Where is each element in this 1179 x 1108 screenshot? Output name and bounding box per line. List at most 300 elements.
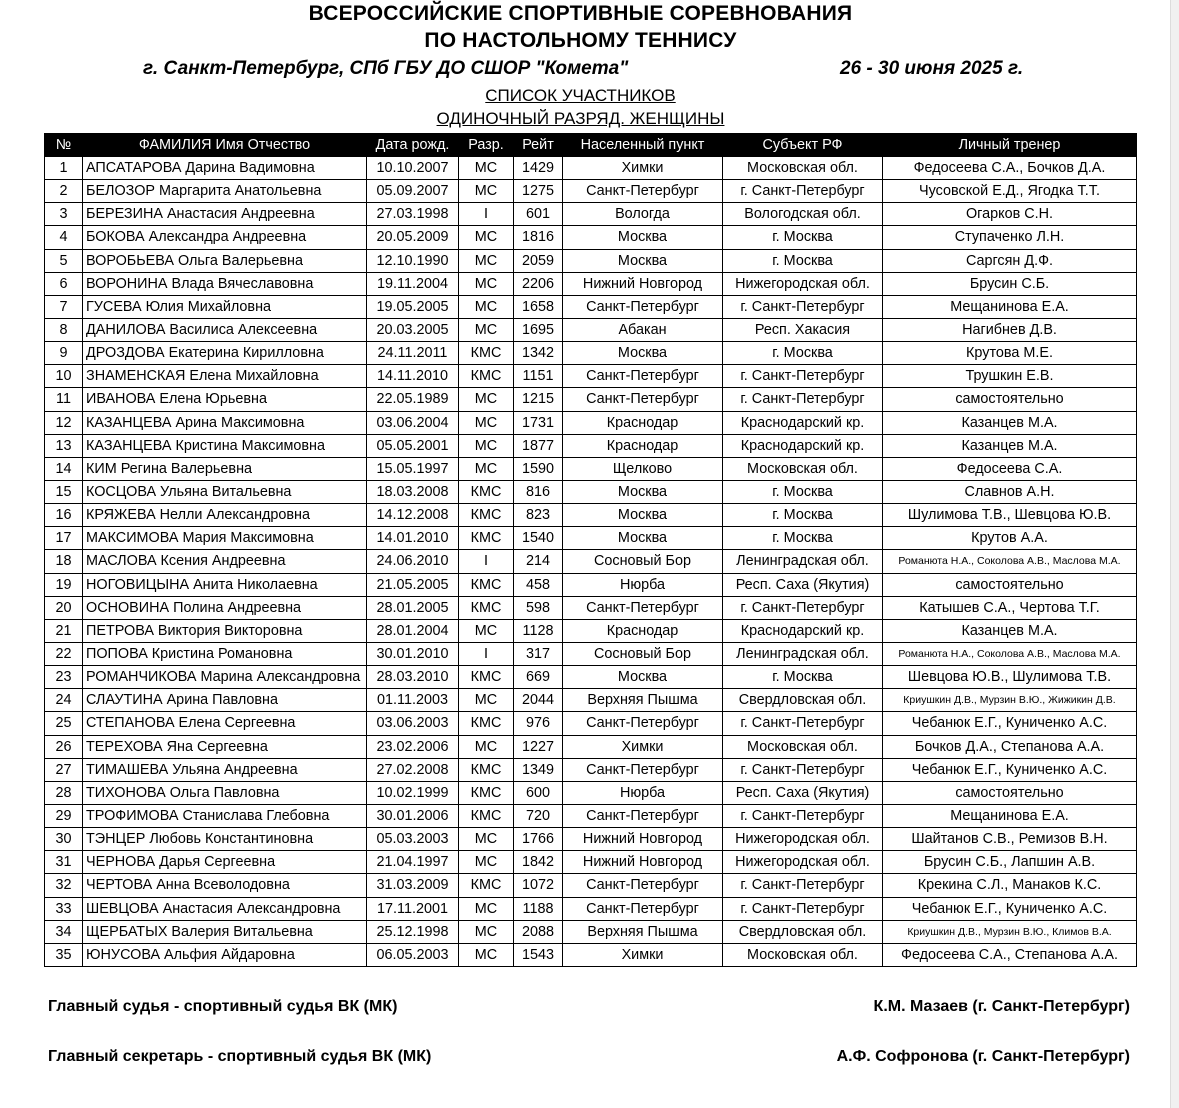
cell-rank: КМС [459,480,514,503]
column-header: Субъект РФ [723,134,883,157]
cell-name: ЧЕРТОВА Анна Всеволодовна [83,874,367,897]
cell-region: Краснодарский кр. [723,411,883,434]
cell-city: Санкт-Петербург [563,596,723,619]
cell-number: 20 [45,596,83,619]
table-row [45,851,1137,874]
cell-coach: Чусовской Е.Д., Ягодка Т.Т. [883,180,1137,203]
cell-coach: Мещанинова Е.А. [883,295,1137,318]
cell-number: 27 [45,758,83,781]
table-row [45,480,1137,503]
cell-birthdate: 24.06.2010 [367,550,459,573]
cell-birthdate: 19.05.2005 [367,295,459,318]
cell-rating: 1349 [514,758,563,781]
cell-number: 25 [45,712,83,735]
cell-region: г. Москва [723,480,883,503]
table-row [45,550,1137,573]
table-row [45,804,1137,827]
column-header: Разр. [459,134,514,157]
cell-region: Московская обл. [723,943,883,966]
cell-coach: Славнов А.Н. [883,480,1137,503]
cell-rank: КМС [459,804,514,827]
cell-city: Химки [563,735,723,758]
cell-number: 17 [45,527,83,550]
cell-rating: 2206 [514,272,563,295]
table-row [45,573,1137,596]
cell-rank: МС [459,226,514,249]
cell-city: Нюрба [563,781,723,804]
column-header: ФАМИЛИЯ Имя Отчество [83,134,367,157]
cell-city: Абакан [563,318,723,341]
cell-rank: КМС [459,527,514,550]
cell-coach: Криушкин Д.В., Мурзин В.Ю., Климов В.А. [883,920,1137,943]
cell-rank: МС [459,851,514,874]
cell-city: Москва [563,249,723,272]
cell-rating: 1227 [514,735,563,758]
cell-birthdate: 21.05.2005 [367,573,459,596]
cell-city: Москва [563,527,723,550]
cell-number: 23 [45,666,83,689]
cell-region: г. Москва [723,527,883,550]
cell-city: Нижний Новгород [563,272,723,295]
cell-number: 11 [45,388,83,411]
cell-coach: Бочков Д.А., Степанова А.А. [883,735,1137,758]
cell-region: Свердловская обл. [723,920,883,943]
cell-coach: Шевцова Ю.В., Шулимова Т.В. [883,666,1137,689]
title-line-2: ПО НАСТОЛЬНОМУ ТЕННИСУ [424,29,737,52]
cell-coach: Огарков С.Н. [883,203,1137,226]
cell-number: 29 [45,804,83,827]
cell-name: ИВАНОВА Елена Юрьевна [83,388,367,411]
cell-name: ДАНИЛОВА Василиса Алексеевна [83,318,367,341]
cell-city: Москва [563,226,723,249]
cell-region: г. Санкт-Петербург [723,180,883,203]
cell-name: ТЕРЕХОВА Яна Сергеевна [83,735,367,758]
cell-rating: 1072 [514,874,563,897]
cell-coach: Ступаченко Л.Н. [883,226,1137,249]
cell-name: БЕЛОЗОР Маргарита Анатольевна [83,180,367,203]
cell-city: Москва [563,480,723,503]
cell-city: Сосновый Бор [563,550,723,573]
cell-number: 21 [45,619,83,642]
cell-birthdate: 20.05.2009 [367,226,459,249]
cell-city: Химки [563,943,723,966]
cell-rank: МС [459,157,514,180]
cell-city: Санкт-Петербург [563,758,723,781]
cell-city: Вологда [563,203,723,226]
cell-name: ТИМАШЕВА Ульяна Андреевна [83,758,367,781]
cell-name: КИМ Регина Валерьевна [83,457,367,480]
cell-coach: Романюта Н.А., Соколова А.В., Маслова М.А. [883,550,1137,573]
cell-rank: МС [459,619,514,642]
cell-birthdate: 14.11.2010 [367,365,459,388]
cell-rating: 598 [514,596,563,619]
table-row [45,874,1137,897]
cell-region: г. Москва [723,226,883,249]
cell-rating: 1128 [514,619,563,642]
cell-birthdate: 14.12.2008 [367,504,459,527]
table-row [45,318,1137,341]
cell-coach: Нагибнев Д.В. [883,318,1137,341]
cell-rating: 1590 [514,457,563,480]
table-row [45,689,1137,712]
table-row [45,596,1137,619]
table-row [45,642,1137,665]
cell-name: ВОРОБЬЕВА Ольга Валерьевна [83,249,367,272]
cell-name: КАЗАНЦЕВА Кристина Максимовна [83,434,367,457]
cell-name: МАСЛОВА Ксения Андреевна [83,550,367,573]
cell-rank: МС [459,318,514,341]
cell-rank: МС [459,457,514,480]
cell-rating: 1543 [514,943,563,966]
cell-city: Санкт-Петербург [563,295,723,318]
cell-name: КАЗАНЦЕВА Арина Максимовна [83,411,367,434]
table-row [45,411,1137,434]
cell-rating: 1766 [514,828,563,851]
cell-number: 1 [45,157,83,180]
cell-rating: 816 [514,480,563,503]
cell-region: г. Санкт-Петербург [723,295,883,318]
cell-name: РОМАНЧИКОВА Марина Александровна [83,666,367,689]
cell-number: 5 [45,249,83,272]
table-row [45,434,1137,457]
cell-coach: Крутова М.Е. [883,342,1137,365]
cell-city: Щелково [563,457,723,480]
cell-number: 28 [45,781,83,804]
cell-rank: МС [459,920,514,943]
cell-rank: МС [459,272,514,295]
cell-name: ЗНАМЕНСКАЯ Елена Михайловна [83,365,367,388]
cell-name: ОСНОВИНА Полина Андреевна [83,596,367,619]
cell-city: Москва [563,504,723,527]
cell-coach: Казанцев М.А. [883,619,1137,642]
cell-region: Московская обл. [723,157,883,180]
cell-coach: Федосеева С.А., Бочков Д.А. [883,157,1137,180]
cell-rank: МС [459,943,514,966]
cell-rank: КМС [459,342,514,365]
cell-number: 15 [45,480,83,503]
table-row [45,226,1137,249]
cell-rank: КМС [459,573,514,596]
cell-rank: КМС [459,666,514,689]
cell-birthdate: 05.03.2003 [367,828,459,851]
cell-rank: КМС [459,365,514,388]
cell-city: Верхняя Пышма [563,920,723,943]
cell-city: Москва [563,666,723,689]
cell-rating: 1816 [514,226,563,249]
cell-region: г. Москва [723,666,883,689]
cell-name: БОКОВА Александра Андреевна [83,226,367,249]
table-row [45,781,1137,804]
cell-number: 6 [45,272,83,295]
cell-region: Свердловская обл. [723,689,883,712]
cell-name: ЩЕРБАТЫХ Валерия Витальевна [83,920,367,943]
cell-rating: 1658 [514,295,563,318]
cell-number: 19 [45,573,83,596]
cell-rating: 1540 [514,527,563,550]
cell-number: 16 [45,504,83,527]
cell-city: Химки [563,157,723,180]
cell-rating: 1215 [514,388,563,411]
cell-coach: Саргсян Д.Ф. [883,249,1137,272]
cell-rank: МС [459,295,514,318]
cell-name: АПСАТАРОВА Дарина Вадимовна [83,157,367,180]
cell-coach: Чебанюк Е.Г., Куниченко А.С. [883,712,1137,735]
cell-birthdate: 30.01.2010 [367,642,459,665]
cell-name: СТЕПАНОВА Елена Сергеевна [83,712,367,735]
cell-number: 22 [45,642,83,665]
cell-rating: 1695 [514,318,563,341]
table-row [45,388,1137,411]
cell-name: МАКСИМОВА Мария Максимовна [83,527,367,550]
cell-coach: Шулимова Т.В., Шевцова Ю.В. [883,504,1137,527]
table-row [45,342,1137,365]
cell-city: Санкт-Петербург [563,712,723,735]
cell-coach: Брусин С.Б., Лапшин А.В. [883,851,1137,874]
table-row [45,249,1137,272]
column-header: Личный тренер [883,134,1137,157]
chief-secretary-role: Главный секретарь - спортивный судья ВК (МК) [48,1048,432,1065]
cell-rank: МС [459,249,514,272]
cell-rank: КМС [459,504,514,527]
chief-judge-name: К.М. Мазаев (г. Санкт-Петербург) [873,998,1130,1015]
cell-region: Респ. Саха (Якутия) [723,573,883,596]
column-header: № [45,134,83,157]
table-row [45,943,1137,966]
cell-name: СЛАУТИНА Арина Павловна [83,689,367,712]
cell-number: 31 [45,851,83,874]
cell-coach: Катышев С.А., Чертова Т.Г. [883,596,1137,619]
cell-region: г. Москва [723,504,883,527]
table-row [45,666,1137,689]
cell-city: Санкт-Петербург [563,804,723,827]
cell-coach: Шайтанов С.В., Ремизов В.Н. [883,828,1137,851]
cell-birthdate: 27.03.1998 [367,203,459,226]
cell-number: 32 [45,874,83,897]
cell-coach: Мещанинова Е.А. [883,804,1137,827]
cell-number: 3 [45,203,83,226]
cell-rank: МС [459,434,514,457]
column-header: Населенный пункт [563,134,723,157]
cell-region: Ленинградская обл. [723,642,883,665]
venue-text: г. Санкт-Петербург, СПб ГБУ ДО СШОР "Комета" [143,58,629,79]
cell-birthdate: 06.05.2003 [367,943,459,966]
cell-region: г. Санкт-Петербург [723,874,883,897]
cell-city: Санкт-Петербург [563,897,723,920]
cell-coach: Чебанюк Е.Г., Куниченко А.С. [883,758,1137,781]
cell-city: Санкт-Петербург [563,365,723,388]
cell-rating: 823 [514,504,563,527]
cell-coach: Казанцев М.А. [883,411,1137,434]
cell-rating: 458 [514,573,563,596]
cell-number: 7 [45,295,83,318]
cell-rating: 2059 [514,249,563,272]
cell-region: г. Санкт-Петербург [723,596,883,619]
cell-region: г. Санкт-Петербург [723,758,883,781]
cell-rank: I [459,642,514,665]
cell-number: 24 [45,689,83,712]
cell-rating: 600 [514,781,563,804]
cell-region: Респ. Саха (Якутия) [723,781,883,804]
cell-city: Сосновый Бор [563,642,723,665]
cell-rating: 720 [514,804,563,827]
cell-name: БЕРЕЗИНА Анастасия Андреевна [83,203,367,226]
cell-name: ШЕВЦОВА Анастасия Александровна [83,897,367,920]
cell-city: Краснодар [563,411,723,434]
cell-number: 26 [45,735,83,758]
cell-rating: 1188 [514,897,563,920]
cell-birthdate: 22.05.1989 [367,388,459,411]
list-title: СПИСОК УЧАСТНИКОВ [485,86,676,105]
cell-coach: Брусин С.Б. [883,272,1137,295]
cell-region: г. Санкт-Петербург [723,365,883,388]
cell-rank: МС [459,828,514,851]
cell-region: Нижегородская обл. [723,828,883,851]
cell-birthdate: 28.03.2010 [367,666,459,689]
cell-region: Краснодарский кр. [723,619,883,642]
cell-rank: КМС [459,781,514,804]
cell-birthdate: 27.02.2008 [367,758,459,781]
cell-rating: 1877 [514,434,563,457]
table-row [45,272,1137,295]
cell-birthdate: 03.06.2004 [367,411,459,434]
cell-region: г. Санкт-Петербург [723,897,883,920]
cell-birthdate: 14.01.2010 [367,527,459,550]
table-row [45,203,1137,226]
cell-name: ВОРОНИНА Влада Вячеславовна [83,272,367,295]
cell-rank: МС [459,689,514,712]
table-row [45,758,1137,781]
cell-birthdate: 28.01.2004 [367,619,459,642]
cell-number: 35 [45,943,83,966]
cell-number: 34 [45,920,83,943]
cell-region: г. Москва [723,249,883,272]
cell-number: 4 [45,226,83,249]
cell-birthdate: 30.01.2006 [367,804,459,827]
cell-region: Нижегородская обл. [723,272,883,295]
cell-city: Нижний Новгород [563,828,723,851]
cell-birthdate: 21.04.1997 [367,851,459,874]
table-header-row [45,134,1137,157]
cell-birthdate: 17.11.2001 [367,897,459,920]
cell-rank: МС [459,411,514,434]
table-row [45,619,1137,642]
cell-city: Санкт-Петербург [563,874,723,897]
cell-birthdate: 23.02.2006 [367,735,459,758]
table-row [45,920,1137,943]
table-row [45,504,1137,527]
cell-rank: КМС [459,874,514,897]
cell-number: 13 [45,434,83,457]
cell-number: 9 [45,342,83,365]
cell-rank: МС [459,180,514,203]
cell-city: Нюрба [563,573,723,596]
category-title: ОДИНОЧНЫЙ РАЗРЯД. ЖЕНЩИНЫ [436,109,725,128]
cell-birthdate: 05.09.2007 [367,180,459,203]
table-row [45,295,1137,318]
cell-coach: Федосеева С.А. [883,457,1137,480]
cell-rank: КМС [459,758,514,781]
cell-coach: Крекина С.Л., Манаков К.С. [883,874,1137,897]
cell-number: 10 [45,365,83,388]
cell-number: 12 [45,411,83,434]
cell-coach: Крутов А.А. [883,527,1137,550]
cell-region: Московская обл. [723,735,883,758]
cell-name: ПОПОВА Кристина Романовна [83,642,367,665]
cell-number: 8 [45,318,83,341]
cell-name: ТРОФИМОВА Станислава Глебовна [83,804,367,827]
cell-birthdate: 18.03.2008 [367,480,459,503]
cell-name: НОГОВИЦЫНА Анита Николаевна [83,573,367,596]
cell-region: г. Санкт-Петербург [723,712,883,735]
cell-region: г. Санкт-Петербург [723,804,883,827]
cell-rating: 214 [514,550,563,573]
cell-name: КРЯЖЕВА Нелли Александровна [83,504,367,527]
cell-name: ТЭНЦЕР Любовь Константиновна [83,828,367,851]
cell-coach: Казанцев М.А. [883,434,1137,457]
table-row [45,735,1137,758]
cell-birthdate: 25.12.1998 [367,920,459,943]
cell-city: Верхняя Пышма [563,689,723,712]
table-row [45,712,1137,735]
cell-coach: Трушкин Е.В. [883,365,1137,388]
cell-city: Нижний Новгород [563,851,723,874]
participants-table [44,133,1137,967]
cell-name: ГУСЕВА Юлия Михайловна [83,295,367,318]
cell-name: ТИХОНОВА Ольга Павловна [83,781,367,804]
cell-city: Краснодар [563,434,723,457]
cell-coach: Романюта Н.А., Соколова А.В., Маслова М.А. [883,642,1137,665]
cell-coach: самостоятельно [883,781,1137,804]
cell-name: ЮНУСОВА Альфия Айдаровна [83,943,367,966]
cell-number: 33 [45,897,83,920]
cell-rating: 1275 [514,180,563,203]
chief-judge-role: Главный судья - спортивный судья ВК (МК) [48,998,398,1015]
cell-birthdate: 24.11.2011 [367,342,459,365]
column-header: Рейт [514,134,563,157]
cell-coach: Федосеева С.А., Степанова А.А. [883,943,1137,966]
cell-rating: 1842 [514,851,563,874]
cell-rating: 976 [514,712,563,735]
cell-rating: 1151 [514,365,563,388]
dates-text: 26 - 30 июня 2025 г. [840,58,1024,79]
cell-number: 2 [45,180,83,203]
cell-rating: 317 [514,642,563,665]
cell-rank: КМС [459,596,514,619]
cell-rank: КМС [459,712,514,735]
cell-region: г. Москва [723,342,883,365]
cell-rank: МС [459,897,514,920]
cell-coach: самостоятельно [883,573,1137,596]
cell-name: КОСЦОВА Ульяна Витальевна [83,480,367,503]
table-row [45,527,1137,550]
cell-region: Ленинградская обл. [723,550,883,573]
cell-region: г. Санкт-Петербург [723,388,883,411]
cell-region: Нижегородская обл. [723,851,883,874]
cell-rank: МС [459,735,514,758]
cell-city: Краснодар [563,619,723,642]
cell-birthdate: 01.11.2003 [367,689,459,712]
table-row [45,897,1137,920]
cell-birthdate: 15.05.1997 [367,457,459,480]
cell-coach: самостоятельно [883,388,1137,411]
chief-secretary-name: А.Ф. Софронова (г. Санкт-Петербург) [836,1048,1130,1065]
cell-city: Москва [563,342,723,365]
cell-city: Санкт-Петербург [563,388,723,411]
cell-birthdate: 10.10.2007 [367,157,459,180]
column-header: Дата рожд. [367,134,459,157]
cell-rating: 601 [514,203,563,226]
cell-city: Санкт-Петербург [563,180,723,203]
